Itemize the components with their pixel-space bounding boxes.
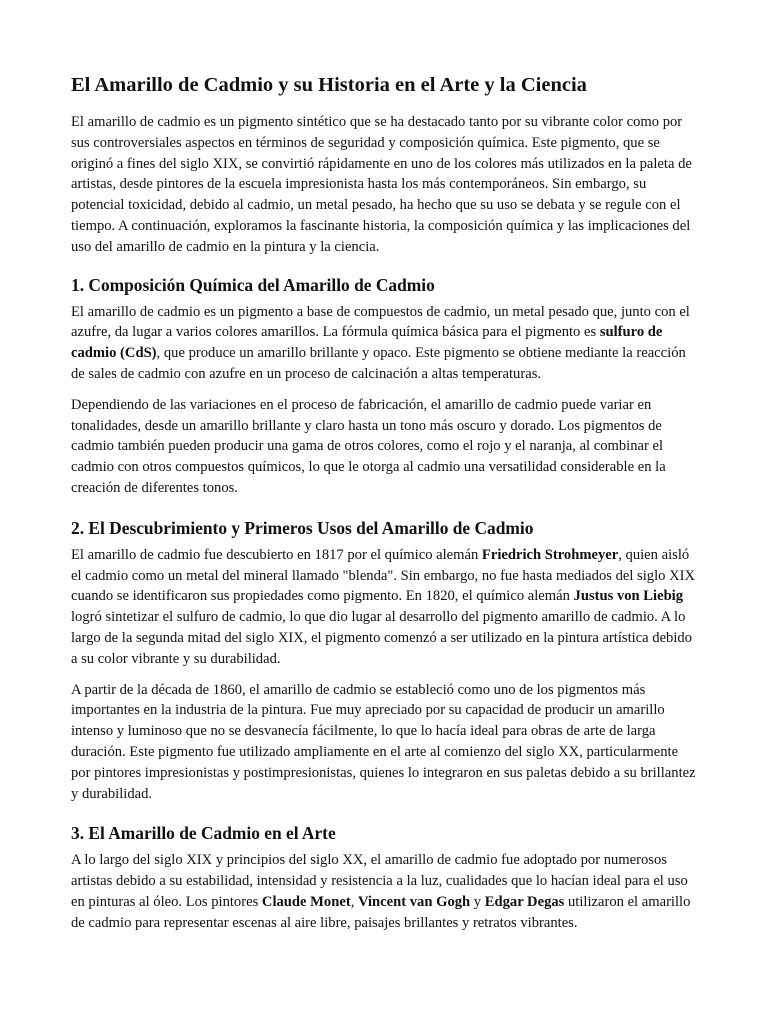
section-heading-art: 3. El Amarillo de Cadmio en el Arte (71, 823, 336, 844)
text-span: y (470, 893, 485, 910)
bold-name-liebig: Justus von Liebig (573, 588, 684, 605)
bold-name-van-gogh: Vincent van Gogh (357, 893, 471, 910)
bold-name-monet: Claude Monet (261, 893, 351, 910)
section-heading-discovery: 2. El Descubrimiento y Primeros Usos del Amarillo de Cadmio (71, 517, 534, 538)
composition-paragraph-2: Dependiendo de las variaciones en el proceso de fabricación, el amarillo de cadmio puede variar en tonalidades, desde un amarillo brillante y claro hasta un tono más oscuro y dorado. Los pigmentos de cadmio también pueden producir una gama de otros colores, como el rojo y el naranja, al combinar el cadmio con otros compuestos químicos, lo que le otorga al cadmio una versatilidad considerable en la creación de diferentes tonos. (71, 396, 666, 496)
text-span: El amarillo de cadmio fue descubierto en 1817 por el químico alemán (71, 546, 482, 563)
text-span: , que produce un amarillo brillante y opaco. Este pigmento se obtiene mediante la reacción de sales de cadmio con azufre en un proceso de calcinación a altas temperaturas. (71, 345, 686, 382)
text-span: , quien aisló el cadmio como un metal del mineral llamado "blenda". Sin embargo, no fue hasta mediados del siglo XIX cuando se identificaron sus propiedades como pigmento. En 1820, el químico alemán (71, 546, 696, 605)
text-span: A lo largo del siglo XIX y principios del siglo XX, el amarillo de cadmio fue adoptado por numerosos artistas debido a su estabilidad, intensidad y resistencia a la luz, cualidades que lo hacían ideal para el uso en pinturas al óleo. Los pintores (71, 852, 688, 910)
text-span: logró sintetizar el sulfuro de cadmio, lo que dio lugar al desarrollo del pigmento amarillo de cadmio. A lo largo de la segunda mitad del siglo XIX, el pigmento comenzó a ser utilizado en la pintura artística debido a su color vibrante y su durabilidad. (71, 609, 692, 667)
text-span: utilizaron el amarillo de cadmio para representar escenas al aire libre, paisajes brillantes y retratos vibrantes. (71, 893, 691, 931)
bold-name-strohmeyer: Friedrich Strohmeyer (481, 546, 619, 563)
bold-term-cds: sulfuro de cadmio (CdS) (71, 324, 663, 362)
section-heading-composition: 1. Composición Química del Amarillo de Cadmio (71, 274, 435, 295)
text-span: , (350, 893, 358, 910)
art-paragraph-1 (71, 850, 698, 933)
document-title: El Amarillo de Cadmio y su Historia en el Arte y la Ciencia (71, 74, 587, 96)
discovery-paragraph-1 (71, 545, 698, 670)
intro-paragraph: El amarillo de cadmio es un pigmento sintético que se ha destacado tanto por su vibrante color como por sus controversiales aspectos en términos de seguridad y composición química. Este pigmento, que se originó a fines del siglo XIX, se convirtió rápidamente en uno de los colores más utilizados en la paleta de artistas, desde pintores de la escuela impresionista hasta los más contemporáneos. Sin embargo, su potencial toxicidad, debido al cadmio, un metal pesado, ha hecho que su uso se debata y se regule con el tiempo. A continuación, exploramos la fascinante historia, la composición química y las implicaciones del uso del amarillo de cadmio en la pintura y la ciencia. (71, 114, 692, 255)
text-span: El amarillo de cadmio es un pigmento a base de compuestos de cadmio, un metal pesado que, junto con el azufre, da lugar a varios colores amarillos. La fórmula química básica para el pigmento es (71, 303, 690, 341)
composition-paragraph-1 (71, 302, 698, 385)
bold-name-degas: Edgar Degas (484, 893, 565, 910)
discovery-paragraph-2: A partir de la década de 1860, el amarillo de cadmio se estableció como uno de los pigmentos más importantes en la industria de la pintura. Fue muy apreciado por su capacidad de producir un amarillo intenso y luminoso que no se desvanecía fácilmente, lo que lo hacía ideal para obras de arte de larga duración. Este pigmento fue utilizado ampliamente en el arte al comienzo del siglo XX, particularmente por pintores impresionistas y postimpresionistas, quienes lo integraron en sus paletas debido a su brillantez y durabilidad. (71, 681, 696, 802)
